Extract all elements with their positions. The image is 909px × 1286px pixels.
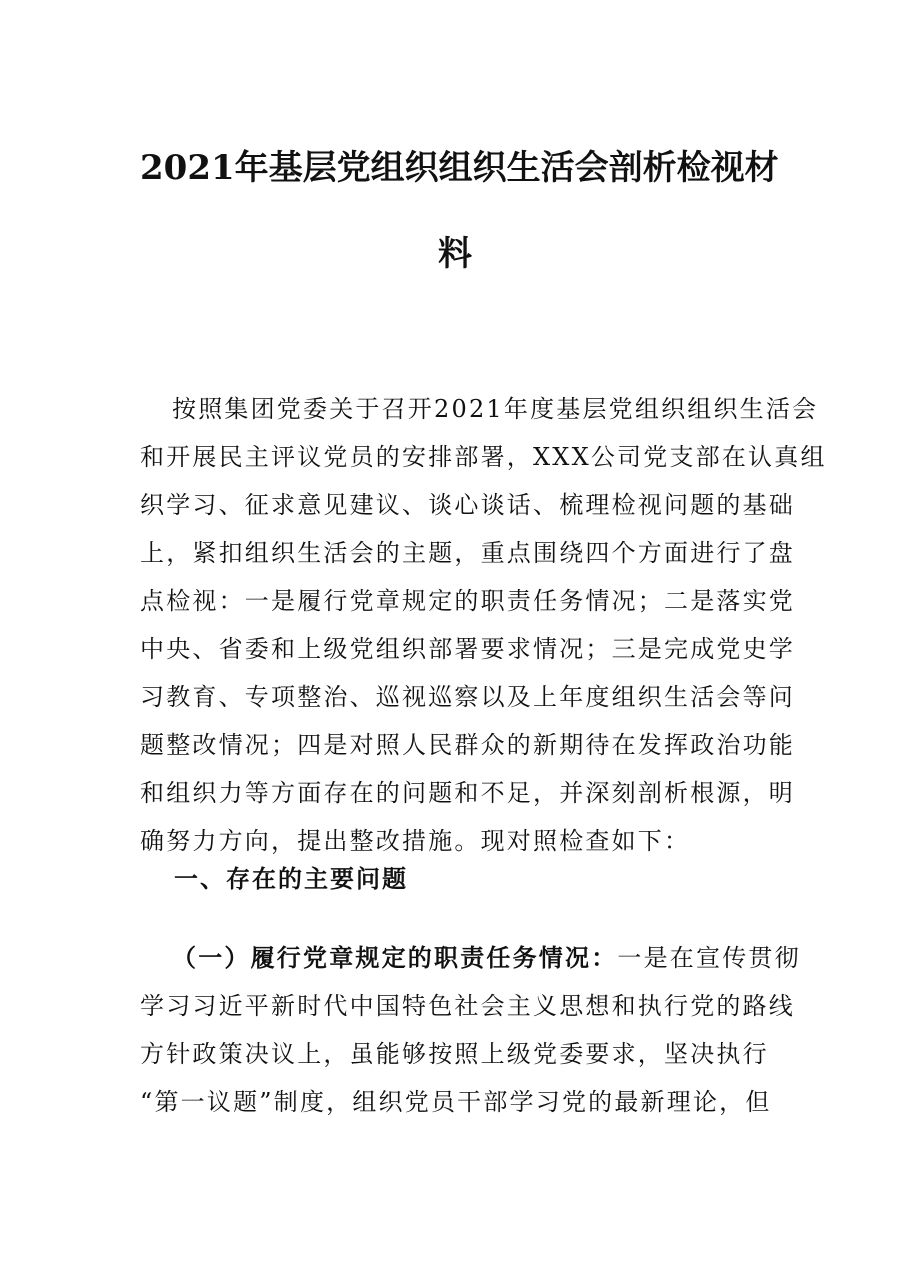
subsection-paragraph <box>140 934 801 1126</box>
intro-line: 习教育、专项整治、巡视巡察以及上年度组织生活会等问 <box>140 683 795 711</box>
subsection-line: 方针政策决议上，虽能够按照上级党委要求，坚决执行 <box>140 1040 769 1068</box>
subsection-first-line-rest: 一是在宣传贯彻 <box>617 944 801 972</box>
intro-line: 按照集团党委关于召开2021年度基层党组织组织生活会 <box>172 395 819 423</box>
intro-line: 题整改情况；四是对照人民群众的新期待在发挥政治功能 <box>140 731 795 759</box>
intro-paragraph <box>140 385 827 865</box>
intro-line: 确努力方向，提出整改措施。现对照检查如下： <box>140 827 691 855</box>
subsection-lead: （一）履行党章规定的职责任务情况： <box>172 943 618 972</box>
intro-line: 点检视：一是履行党章规定的职责任务情况；二是落实党 <box>140 587 795 615</box>
document-title-line2: 料 <box>438 234 472 274</box>
section-heading: 一、存在的主要问题 <box>174 864 408 893</box>
subsection-line: “第一议题”制度，组织党员干部学习党的最新理论，但 <box>140 1088 772 1116</box>
intro-line: 中央、省委和上级党组织部署要求情况；三是完成党史学 <box>140 635 795 663</box>
intro-line: 和开展民主评议党员的安排部署，XXX公司党支部在认真组 <box>140 443 827 471</box>
intro-line: 上，紧扣组织生活会的主题，重点围绕四个方面进行了盘 <box>140 539 795 567</box>
subsection-line: 学习习近平新时代中国特色社会主义思想和执行党的路线 <box>140 992 795 1020</box>
document-title-line1: 2021年基层党组织组织生活会剖析检视材 <box>140 148 779 188</box>
intro-line: 和组织力等方面存在的问题和不足，并深刻剖析根源，明 <box>140 779 795 807</box>
intro-line: 织学习、征求意见建议、谈心谈话、梳理检视问题的基础 <box>140 491 795 519</box>
subsection-first-line <box>140 934 801 982</box>
